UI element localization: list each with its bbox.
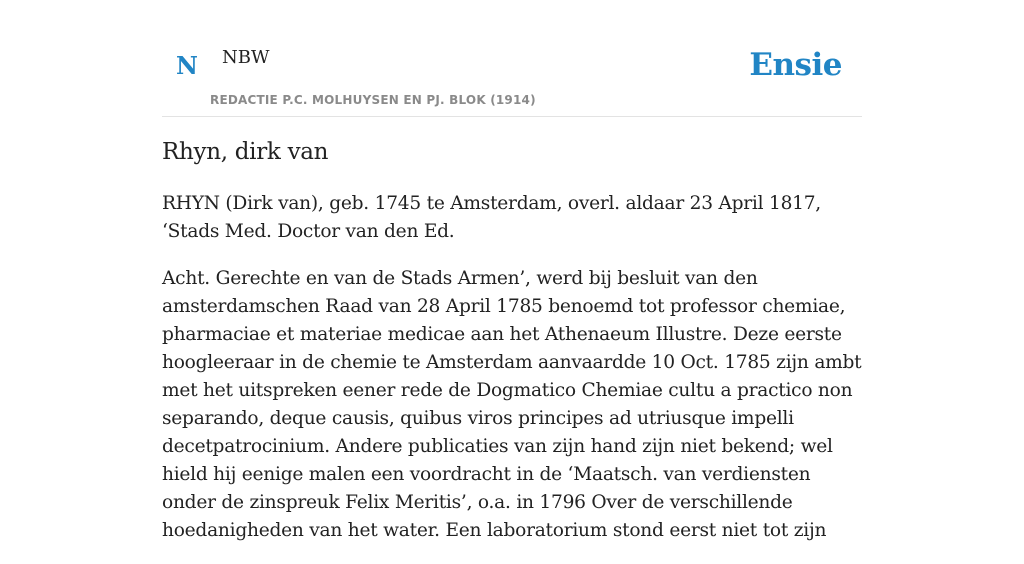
site-header (162, 0, 862, 117)
article-paragraph: Acht. Gerechte en van de Stads Armen’, werd bij besluit van den amsterdamschen Raad van 28 April 1785 benoemd tot professor chemiae, pharmaciae et materiae medicae aan het Athenaeum Illustre. Deze eerste hoogleeraar in de chemie te Amsterdam aanvaardde 10 Oct. 1785 zijn ambt met het uitspreken eener rede de Dogmatico Chemiae cultu a practico non separando, deque causis, quibus viros principes ad utriusque impelli decetpatrocinium. Andere publicaties van zijn hand zijn niet bekend; wel hield hij eenige malen een voordracht in de ‘Maatsch. van verdiensten onder de zinspreuk Felix Meritis’, o.a. in 1796 Over de verschillende hoedanigheden van het water. Een laboratorium stond eerst niet tot zijn (162, 267, 862, 541)
publication-title[interactable]: NBW (222, 47, 270, 68)
publication-subtitle: REDACTIE P.C. MOLHUYSEN EN PJ. BLOK (1914) (210, 93, 536, 107)
publication-logo[interactable]: N (176, 51, 198, 80)
ensie-logo[interactable]: Ensie (749, 47, 842, 83)
article-title: Rhyn, dirk van (162, 139, 329, 165)
article (162, 138, 862, 564)
article-paragraph: RHYN (Dirk van), geb. 1745 te Amsterdam, overl. aldaar 23 April 1817, ‘Stads Med. Doctor van den Ed. (162, 192, 821, 242)
